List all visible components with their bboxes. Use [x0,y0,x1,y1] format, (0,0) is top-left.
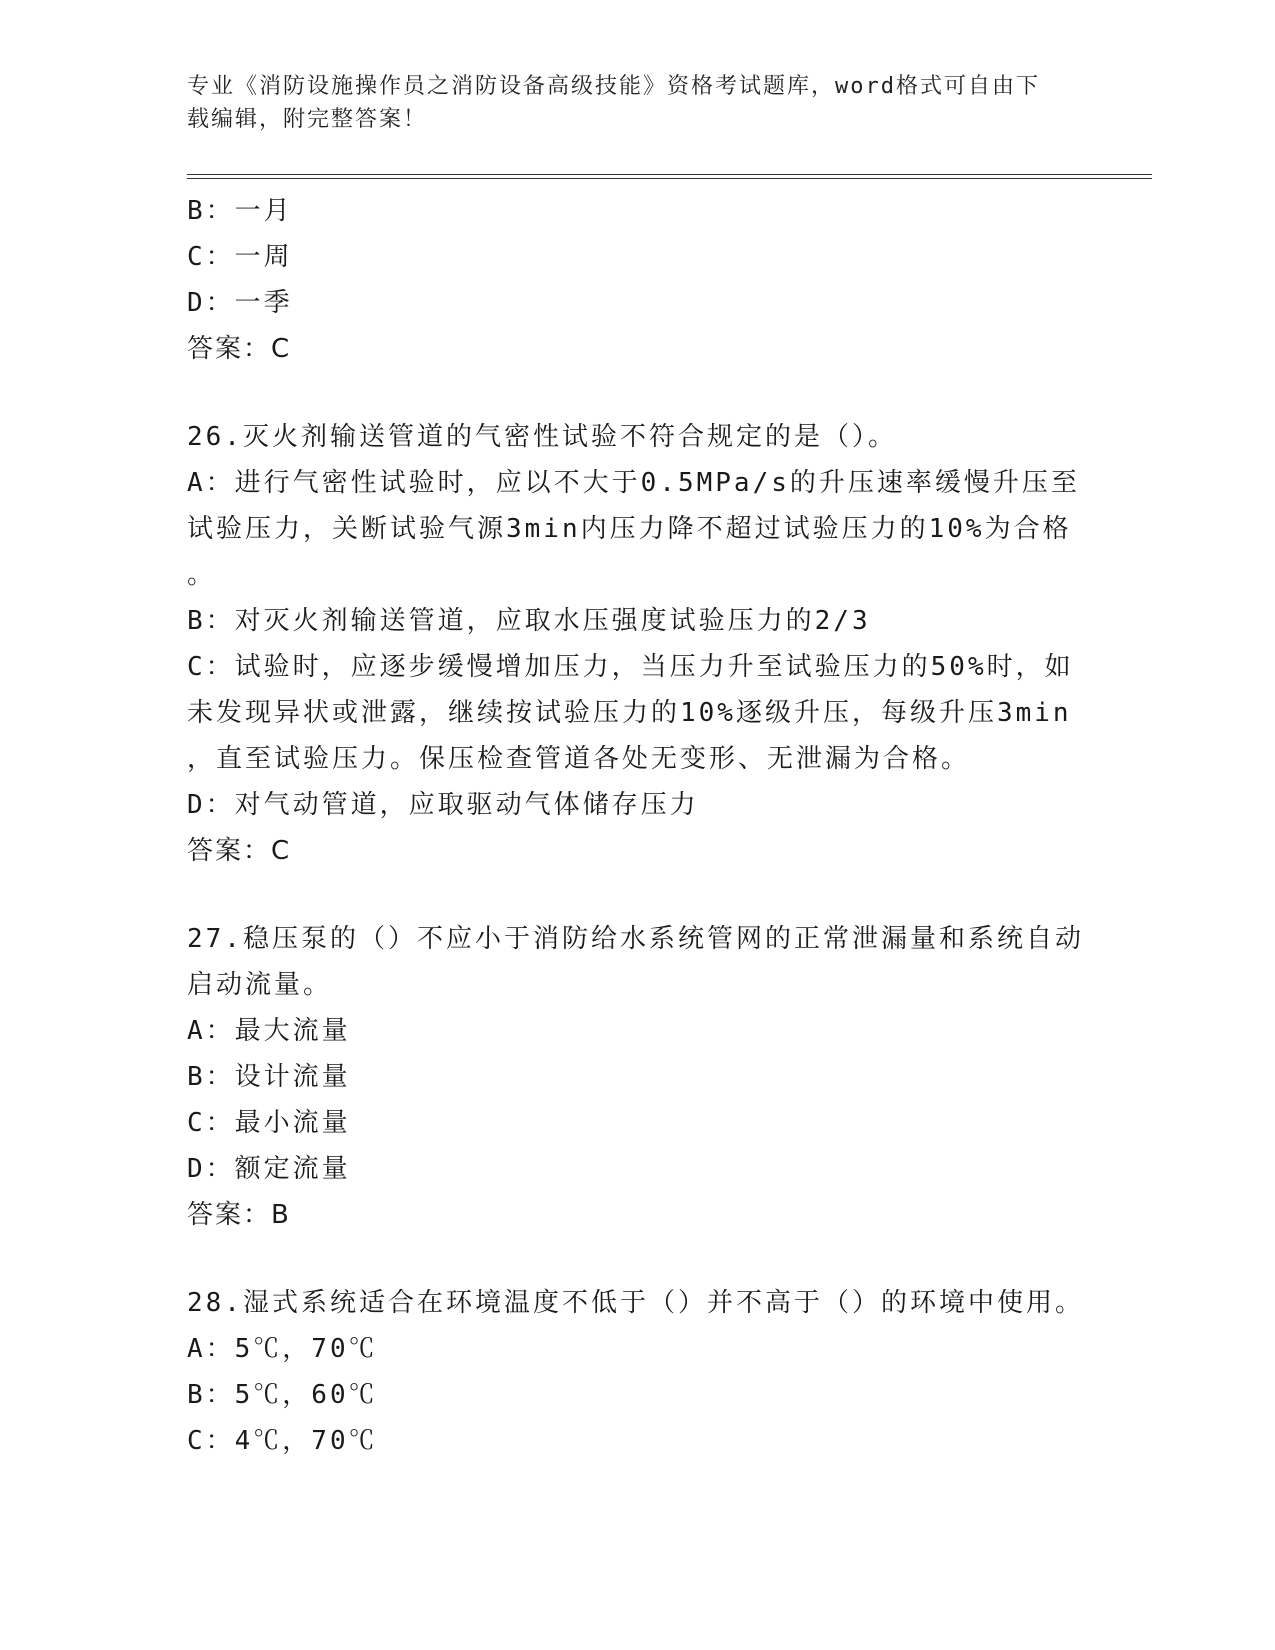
question-stem: 28.湿式系统适合在环境温度不低于（）并不高于（）的环境中使用。 [187,1288,1084,1318]
question-stem: 启动流量。 [187,970,333,1000]
document-header [187,70,1067,136]
option-line: B：5℃，60℃ [187,1380,378,1410]
option-line: ，直至试验压力。保压检查管道各处无变形、无泄漏为合格。 [187,744,971,774]
option-line: D：额定流量 [187,1154,351,1184]
header-divider-bottom [187,178,1152,179]
option-line: B：对灭火剂输送管道，应取水压强度试验压力的2/3 [187,606,871,636]
option-line: 试验压力，关断试验气源3min内压力降不超过试验压力的10%为合格 [187,514,1072,544]
option-line: A：进行气密性试验时，应以不大于0.5MPa/s的升压速率缓慢升压至 [187,468,1080,498]
answer-line: 答案：C [187,836,292,866]
option-line: A：5℃，70℃ [187,1334,378,1364]
option-line: C：试验时，应逐步缓慢增加压力，当压力升至试验压力的50%时，如 [187,652,1074,682]
question-block-27 [187,916,1087,1238]
question-stem: 27.稳压泵的（）不应小于消防给水系统管网的正常泄漏量和系统自动 [187,924,1084,954]
answer-line: 答案：B [187,1200,291,1230]
option-line: A：最大流量 [187,1016,351,1046]
option-line: C：最小流量 [187,1108,351,1138]
answer-line: 答案：C [187,334,292,364]
question-block-28 [187,1280,1087,1464]
header-divider-top [187,174,1152,175]
option-line: 。 [187,560,217,590]
option-line: D：对气动管道，应取驱动气体储存压力 [187,790,699,820]
question-block-25 [187,188,1087,372]
question-block-26 [187,414,1087,874]
option-line: 未发现异状或泄露，继续按试验压力的10%逐级升压，每级升压3min [187,698,1072,728]
option-line: C：4℃，70℃ [187,1426,378,1456]
option-line: C：一周 [187,242,293,272]
header-line-2: 载编辑，附完整答案！ [187,107,428,132]
option-line: B：一月 [187,196,293,226]
question-stem: 26.灭火剂输送管道的气密性试验不符合规定的是（）。 [187,422,897,452]
header-line-1: 专业《消防设施操作员之消防设备高级技能》资格考试题库，word格式可自由下 [187,74,1040,99]
option-line: B：设计流量 [187,1062,351,1092]
option-line: D：一季 [187,288,293,318]
question-list [187,188,1087,1464]
